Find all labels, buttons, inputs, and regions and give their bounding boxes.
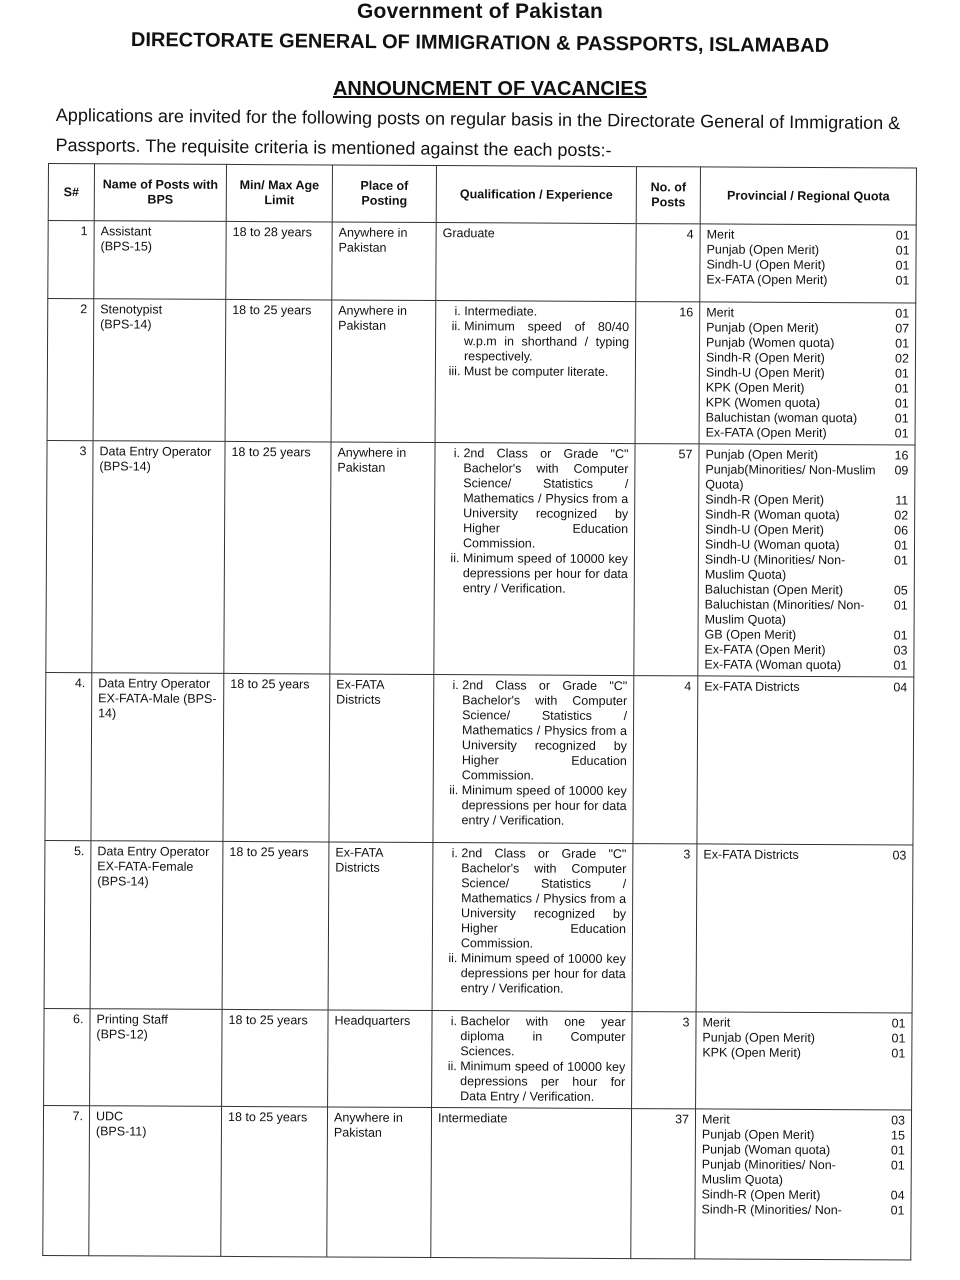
age-limit: 18 to 25 years xyxy=(231,444,311,460)
col-header-age: Min/ Max Age Limit xyxy=(226,164,332,222)
quota-label: Punjab (Open Merit) xyxy=(702,1030,816,1046)
cell-post-name xyxy=(89,1106,222,1257)
qualification-item: i. Intermediate. xyxy=(464,304,629,320)
quota-label: KPK (Open Merit) xyxy=(705,380,805,395)
post-name: Printing Staff xyxy=(96,1012,168,1027)
quota-item xyxy=(706,410,909,426)
cell-place-of-posting xyxy=(331,300,436,443)
cell-age-limit xyxy=(222,841,329,1010)
quota-item xyxy=(702,1142,905,1158)
quota-count: 01 xyxy=(893,598,908,613)
quota-count: 01 xyxy=(891,1031,906,1046)
quota-item xyxy=(706,365,909,381)
cell-quota xyxy=(697,676,914,845)
quota-item xyxy=(704,657,907,673)
quota-count: 16 xyxy=(894,448,909,463)
cell-post-name xyxy=(94,221,226,300)
quota-count: 02 xyxy=(895,351,910,366)
serial-number: 1 xyxy=(80,224,88,239)
table-row xyxy=(43,1105,912,1260)
quota-item xyxy=(702,1015,905,1031)
post-bps: (BPS-11) xyxy=(95,1124,147,1139)
place-of-posting: Anywhere in Pakistan xyxy=(333,1110,403,1140)
cell-place-of-posting xyxy=(328,1010,433,1108)
quota-count: 01 xyxy=(891,1016,906,1031)
qualification-item: ii. Minimum speed of 10000 key depressions per hour for data entry / Verification. xyxy=(462,783,627,829)
quota-label: Sindh-R (Minorities/ Non- xyxy=(701,1202,842,1218)
quota-count: 01 xyxy=(894,396,909,411)
qualification-item: i. Bachelor with one year diploma in Computer Sciences. xyxy=(460,1014,625,1060)
quota-item xyxy=(704,642,907,658)
cell-qualification xyxy=(432,843,633,1012)
quota-count: 09 xyxy=(894,463,909,478)
quota-count: 11 xyxy=(895,493,909,508)
quota-list xyxy=(703,847,906,863)
quota-item xyxy=(705,522,908,538)
vacancies-table xyxy=(42,163,917,1261)
qualification-item: i. 2nd Class or Grade "C" Bachelor's with Computer Science/ Statistics / Mathematics / Physics from a University recognized by Higher Education Commission. xyxy=(462,678,628,784)
qualification-text: Graduate xyxy=(442,226,495,241)
quota-label: Ex-FATA Districts xyxy=(703,847,799,862)
cell-age-limit xyxy=(222,1009,329,1107)
quota-count: 03 xyxy=(893,643,908,658)
post-name: UDC xyxy=(95,1109,124,1124)
col-header-sn: S# xyxy=(48,164,94,221)
quota-item xyxy=(702,1030,905,1046)
quota-label: Ex-FATA (Open Merit) xyxy=(704,642,826,658)
serial-number: 2 xyxy=(80,302,88,317)
quota-label: KPK (Open Merit) xyxy=(702,1045,802,1060)
cell-qualification xyxy=(432,1011,633,1109)
quota-count: 01 xyxy=(893,628,908,643)
qualification-item: ii. Minimum speed of 10000 key depressions per hour for data entry / Verification. xyxy=(461,951,626,997)
cell-age-limit xyxy=(223,673,330,842)
quota-count: 15 xyxy=(890,1128,905,1143)
quota-label: Punjab (Women quota) xyxy=(706,335,835,351)
cell-post-name xyxy=(93,299,226,442)
quota-item xyxy=(702,1157,905,1188)
quota-item xyxy=(704,627,907,643)
table-header-row xyxy=(48,164,916,226)
quota-count: 01 xyxy=(894,366,909,381)
quota-item xyxy=(706,425,909,441)
post-bps: (BPS-12) xyxy=(96,1027,148,1042)
cell-quota xyxy=(700,224,916,303)
place-of-posting: Ex-FATA Districts xyxy=(336,677,384,707)
quota-label: Ex-FATA (Woman quota) xyxy=(704,657,842,673)
quota-count: 04 xyxy=(890,1188,905,1203)
quota-item xyxy=(705,597,908,628)
cell-quota xyxy=(698,444,915,677)
directorate-title: DIRECTORATE GENERAL OF IMMIGRATION & PASSPORTS, ISLAMABAD xyxy=(130,28,830,58)
no-of-posts: 4 xyxy=(684,679,692,694)
quota-count: 01 xyxy=(893,553,908,568)
table-row xyxy=(45,672,914,845)
quota-item xyxy=(703,847,906,863)
cell-no-of-posts xyxy=(634,444,699,676)
government-title: Government of Pakistan xyxy=(357,0,603,23)
quota-label: Punjab (Open Merit) xyxy=(705,447,819,463)
quota-label: Punjab (Woman quota) xyxy=(701,1142,831,1158)
quota-item xyxy=(705,447,908,463)
age-limit: 18 to 25 years xyxy=(232,302,312,318)
cell-serial xyxy=(46,440,93,672)
quota-count: 01 xyxy=(895,306,910,321)
quota-count: 01 xyxy=(890,1158,905,1173)
quota-count: 03 xyxy=(892,848,907,863)
qualification-list xyxy=(440,678,628,829)
cell-no-of-posts xyxy=(633,676,698,844)
quota-label: Punjab (Open Merit) xyxy=(706,242,820,258)
serial-number: 7. xyxy=(72,1109,84,1124)
quota-count: 01 xyxy=(890,1203,905,1218)
quota-label: Sindh-U (Open Merit) xyxy=(705,522,824,538)
quota-list xyxy=(706,305,910,441)
age-limit: 18 to 25 years xyxy=(227,1109,308,1125)
qualification-list xyxy=(438,1014,625,1105)
quota-count: 01 xyxy=(894,538,909,553)
cell-age-limit xyxy=(225,299,332,442)
qualification-list xyxy=(442,304,629,380)
post-name: Data Entry Operator EX-FATA-Female xyxy=(97,844,210,874)
cell-serial xyxy=(43,1105,90,1255)
qualification-list xyxy=(441,446,629,597)
intro-paragraph: Applications are invited for the following posts on regular basis in the Directorate General of Immigration & Passports. The requisite criteria is mentioned against the each posts:- xyxy=(55,104,901,161)
serial-number: 6. xyxy=(73,1012,84,1027)
post-name: Stenotypist xyxy=(100,302,163,317)
quota-label: Punjab (Minorities/ Non-Muslim Quota) xyxy=(701,1157,836,1187)
cell-age-limit xyxy=(221,1106,328,1257)
quota-label: Merit xyxy=(701,1112,730,1127)
quota-item xyxy=(705,492,908,508)
qualification-text: Intermediate xyxy=(437,1111,508,1126)
quota-item xyxy=(705,552,908,583)
quota-count: 02 xyxy=(894,508,909,523)
qualification-item: i. 2nd Class or Grade "C" Bachelor's with Computer Science/ Statistics / Mathematics / Physics from a University recognized by Higher Education Commission. xyxy=(461,846,627,952)
cell-qualification xyxy=(431,1108,632,1259)
quota-label: Baluchistan (Open Merit) xyxy=(704,582,844,598)
cell-no-of-posts xyxy=(636,224,700,302)
cell-no-of-posts xyxy=(632,844,697,1012)
quota-item xyxy=(705,462,908,493)
qualification-item: ii. Minimum speed of 10000 key depressions per hour for data entry / Verification. xyxy=(463,551,628,597)
quota-count: 07 xyxy=(895,321,910,336)
quota-label: Sindh-U (Woman quota) xyxy=(704,537,840,553)
col-header-name: Name of Posts with BPS xyxy=(94,164,226,222)
age-limit: 18 to 25 years xyxy=(229,844,309,860)
quota-label: Baluchistan (Minorities/ Non-Muslim Quota) xyxy=(704,597,865,627)
quota-count: 05 xyxy=(893,583,908,598)
quota-list xyxy=(704,679,907,695)
place-of-posting: Ex-FATA Districts xyxy=(335,845,383,875)
cell-qualification xyxy=(435,301,636,444)
quota-count: 01 xyxy=(894,381,909,396)
place-of-posting: Anywhere in Pakistan xyxy=(338,303,408,333)
quota-item xyxy=(705,537,908,553)
quota-item xyxy=(706,350,909,366)
quota-count: 01 xyxy=(894,426,909,441)
quota-label: Sindh-R (Open Merit) xyxy=(701,1187,821,1203)
quota-label: Punjab (Open Merit) xyxy=(701,1127,815,1143)
quota-item xyxy=(707,227,910,243)
cell-serial xyxy=(44,1008,91,1105)
quota-label: Ex-FATA (Open Merit) xyxy=(705,425,827,441)
cell-quota xyxy=(696,1012,913,1110)
quota-count: 01 xyxy=(893,658,908,673)
place-of-posting: Anywhere in Pakistan xyxy=(337,445,407,475)
qualification-item: ii. Minimum speed of 80/40 w.p.m in shorthand / typing respectively. xyxy=(464,319,629,365)
serial-number: 5. xyxy=(73,844,85,859)
age-limit: 18 to 25 years xyxy=(230,676,310,692)
quota-label: Sindh-R (Open Merit) xyxy=(705,492,825,508)
cell-serial xyxy=(44,840,91,1008)
post-name: Data Entry Operator xyxy=(99,444,212,459)
quota-item xyxy=(702,1187,905,1203)
post-bps: (BPS-14) xyxy=(100,317,152,332)
quota-count: 01 xyxy=(895,243,910,258)
quota-item xyxy=(706,335,909,351)
quota-count: 01 xyxy=(895,258,910,273)
post-name: Data Entry Operator EX-FATA-Male (BPS-14) xyxy=(98,676,217,721)
qualification-item: i. 2nd Class or Grade "C" Bachelor's with Computer Science/ Statistics / Mathematics / Physics from a University recognized by Higher Education Commission. xyxy=(463,446,629,552)
quota-item xyxy=(706,395,909,411)
quota-label: Baluchistan (woman quota) xyxy=(705,410,858,426)
cell-post-name xyxy=(90,841,223,1010)
cell-place-of-posting xyxy=(328,842,433,1011)
quota-label: Punjab (Open Merit) xyxy=(706,320,819,336)
cell-serial xyxy=(45,672,92,840)
cell-qualification xyxy=(436,223,636,302)
quota-count: 01 xyxy=(895,228,910,243)
quota-label: Sindh-U (Open Merit) xyxy=(706,257,826,273)
announcement-heading: ANNOUNCMENT OF VACANCIES xyxy=(332,78,648,100)
quota-label: Merit xyxy=(706,305,735,320)
cell-no-of-posts xyxy=(631,1109,696,1259)
quota-label: Sindh-R (Woman quota) xyxy=(705,507,840,523)
no-of-posts: 16 xyxy=(679,305,694,320)
quota-label: Ex-FATA (Open Merit) xyxy=(706,272,828,288)
quota-item xyxy=(707,242,910,258)
cell-quota xyxy=(696,844,913,1013)
cell-post-name xyxy=(90,1009,223,1107)
table-row xyxy=(44,1008,912,1110)
place-of-posting: Headquarters xyxy=(334,1013,411,1028)
quota-count: 01 xyxy=(891,1046,906,1061)
table-row xyxy=(44,840,913,1013)
quota-label: Sindh-U (Open Merit) xyxy=(705,365,825,381)
quota-label: Ex-FATA Districts xyxy=(704,679,800,694)
qualification-item: iii. Must be computer literate. xyxy=(464,364,629,380)
table-row xyxy=(48,221,916,304)
quota-list xyxy=(702,1015,905,1061)
cell-qualification xyxy=(433,675,634,844)
col-header-posts: No. of Posts xyxy=(636,167,700,224)
col-header-place: Place of Posting xyxy=(332,165,436,223)
age-limit: 18 to 28 years xyxy=(232,224,312,240)
no-of-posts: 3 xyxy=(682,1015,690,1030)
no-of-posts: 57 xyxy=(678,447,693,462)
post-bps: (BPS-15) xyxy=(100,239,153,254)
post-bps: (BPS-14) xyxy=(99,459,151,474)
qualification-list xyxy=(439,846,627,997)
quota-label: KPK (Women quota) xyxy=(705,395,821,411)
quota-item xyxy=(705,507,908,523)
cell-quota xyxy=(695,1109,912,1260)
no-of-posts: 37 xyxy=(675,1112,690,1127)
quota-count: 01 xyxy=(895,273,910,288)
vacancies-body xyxy=(43,221,916,1261)
quota-list xyxy=(701,1112,905,1218)
quota-count: 06 xyxy=(894,523,909,538)
quota-item xyxy=(704,679,907,695)
cell-place-of-posting xyxy=(327,1107,432,1258)
quota-count: 01 xyxy=(894,411,909,426)
cell-no-of-posts xyxy=(635,302,700,444)
quota-item xyxy=(702,1127,905,1143)
cell-place-of-posting xyxy=(330,442,435,675)
quota-item xyxy=(701,1202,904,1218)
cell-serial xyxy=(48,221,94,299)
cell-no-of-posts xyxy=(632,1012,697,1109)
quota-count: 03 xyxy=(891,1113,906,1128)
no-of-posts: 4 xyxy=(686,227,694,242)
serial-number: 4. xyxy=(74,676,86,691)
col-header-qualification: Qualification / Experience xyxy=(436,166,636,224)
quota-label: Punjab(Minorities/ Non-Muslim Quota) xyxy=(705,462,876,492)
place-of-posting: Anywhere in Pakistan xyxy=(338,225,408,255)
quota-item xyxy=(705,582,908,598)
post-name: Assistant xyxy=(100,224,152,239)
quota-label: Sindh-R (Open Merit) xyxy=(705,350,825,366)
quota-list xyxy=(706,227,909,288)
table-row xyxy=(47,299,916,446)
quota-label: Merit xyxy=(702,1015,731,1030)
quota-item xyxy=(702,1112,905,1128)
cell-age-limit xyxy=(226,221,332,300)
serial-number: 3 xyxy=(79,444,87,459)
quota-label: Sindh-U (Minorities/ Non-Muslim Quota) xyxy=(704,552,846,582)
quota-item xyxy=(706,272,909,288)
cell-place-of-posting xyxy=(329,674,434,843)
cell-qualification xyxy=(434,443,635,676)
qualification-item: ii. Minimum speed of 10000 key depressions per hour for Data Entry / Verification. xyxy=(460,1059,625,1105)
quota-item xyxy=(706,305,909,321)
col-header-quota: Provincial / Regional Quota xyxy=(700,167,916,225)
cell-place-of-posting xyxy=(332,222,436,301)
quota-item xyxy=(702,1045,905,1061)
quota-count: 01 xyxy=(890,1143,905,1158)
quota-list xyxy=(704,447,908,673)
cell-serial xyxy=(47,299,94,441)
quota-label: GB (Open Merit) xyxy=(704,627,797,642)
cell-quota xyxy=(699,302,916,445)
age-limit: 18 to 25 years xyxy=(228,1012,308,1028)
cell-post-name xyxy=(91,673,224,842)
no-of-posts: 3 xyxy=(683,847,691,862)
quota-item xyxy=(706,257,909,273)
cell-age-limit xyxy=(224,441,331,674)
quota-count: 01 xyxy=(895,336,910,351)
quota-item xyxy=(706,380,909,396)
quota-label: Merit xyxy=(706,227,735,242)
post-bps: (BPS-14) xyxy=(97,874,149,889)
table-row xyxy=(46,440,915,677)
cell-post-name xyxy=(92,441,225,674)
quota-count: 04 xyxy=(893,680,908,695)
quota-item xyxy=(706,320,909,336)
